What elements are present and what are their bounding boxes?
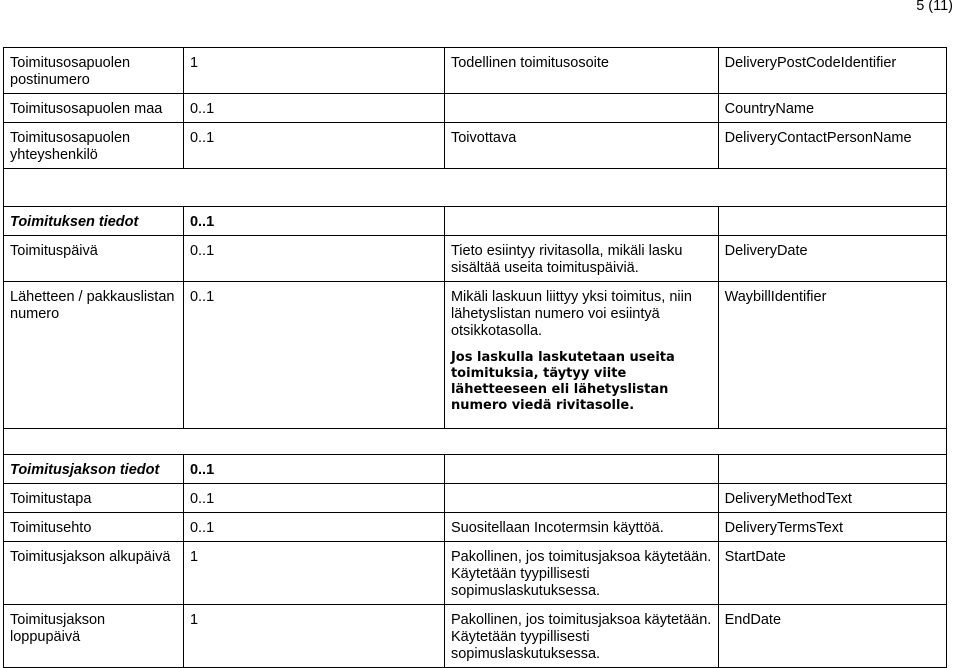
field-name: Toimitusosapuolen maa [4,94,184,123]
description: Tieto esiintyy rivitasolla, mikäli lasku sisältää useita toimituspäiviä. [444,236,718,282]
specification-table [3,47,947,668]
description: Todellinen toimitusosoite [444,48,718,94]
section-cardinality [183,455,444,484]
table-row [4,542,947,605]
description [444,282,718,429]
description: Toivottava [444,123,718,169]
element-name: EndDate [718,605,946,668]
table-row [4,94,947,123]
field-name: Toimitustapa [4,484,184,513]
section-cardinality [183,207,444,236]
element-name: StartDate [718,542,946,605]
element-name: DeliveryTermsText [718,513,946,542]
section-title: Toimituksen tiedot [4,207,184,236]
cardinality: 1 [183,605,444,668]
description [444,94,718,123]
field-name: Lähetteen / pakkauslistan numero [4,282,184,429]
important-note: Jos laskulla laskutetaan useita toimituksia, täytyy viite lähetteeseen eli lähetyslistan numero viedä rivitasolle. [450,350,675,413]
element-name: WaybillIdentifier [718,282,946,429]
cardinality: 0..1 [183,513,444,542]
field-name: Toimitusjakson loppupäivä [4,605,184,668]
section-title: Toimitusjakson tiedot [4,455,184,484]
cardinality: 0..1 [183,123,444,169]
spacer-row [4,169,947,207]
field-name: Toimitusehto [4,513,184,542]
element-name: DeliveryPostCodeIdentifier [718,48,946,94]
element-name: DeliveryContactPersonName [718,123,946,169]
cardinality: 0..1 [183,236,444,282]
table-row [4,48,947,94]
field-name: Toimituspäivä [4,236,184,282]
table-row [4,484,947,513]
table-row [4,236,947,282]
cardinality: 1 [183,48,444,94]
cardinality: 1 [183,542,444,605]
spacer-row [4,429,947,455]
field-name: Toimitusosapuolen postinumero [4,48,184,94]
table-row [4,123,947,169]
cardinality: 0..1 [183,484,444,513]
section-card-value: 0..1 [189,214,215,230]
field-name: Toimitusjakson alkupäivä [4,542,184,605]
element-name: DeliveryMethodText [718,484,946,513]
table-row [4,282,947,429]
section-card-value: 0..1 [189,462,215,478]
field-name: Toimitusosapuolen yhteyshenkilö [4,123,184,169]
table-row [4,605,947,668]
page-number: 5 (11) [916,0,953,14]
description [444,484,718,513]
cardinality: 0..1 [183,282,444,429]
section-row-delivery [4,207,947,236]
table-row [4,513,947,542]
description: Suositellaan Incotermsin käyttöä. [444,513,718,542]
element-name: CountryName [718,94,946,123]
element-name: DeliveryDate [718,236,946,282]
cardinality: 0..1 [183,94,444,123]
description: Pakollinen, jos toimitusjaksoa käytetään. Käytetään tyypillisesti sopimuslaskutuksessa. [444,542,718,605]
description: Pakollinen, jos toimitusjaksoa käytetään. Käytetään tyypillisesti sopimuslaskutuksessa. [444,605,718,668]
section-row-period [4,455,947,484]
description-text: Mikäli laskuun liittyy yksi toimitus, niin lähetyslistan numero voi esiintyä otsikkotasolla. [450,289,692,339]
